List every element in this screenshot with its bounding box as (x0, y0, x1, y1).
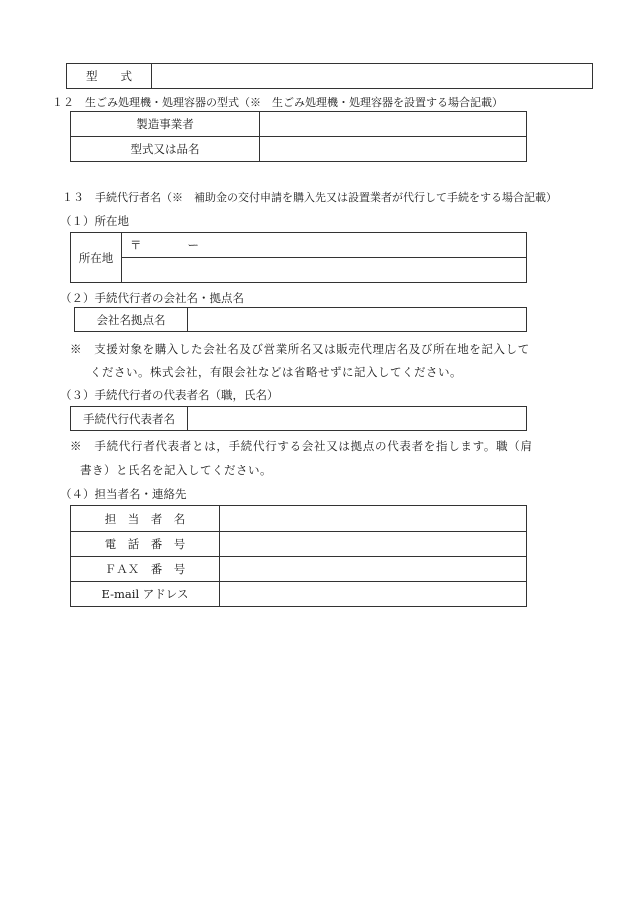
contact-table (70, 505, 527, 607)
fax-field[interactable] (220, 557, 527, 582)
product-name-field[interactable] (260, 137, 527, 162)
sub2-note-line1: ※ 支援対象を購入した会社名及び営業所名又は販売代理店名及び所在地を記入して (70, 342, 530, 356)
sub3-note-line1: ※ 手続代行者代表者とは，手続代行する会社又は拠点の代表者を指します。職（肩 (70, 439, 533, 453)
manufacturer-field[interactable] (260, 112, 527, 137)
sub3-note-line2: 書き）と氏名を記入してください。 (80, 463, 272, 477)
address-label: 所在地 (71, 233, 122, 283)
product-name-label: 型式又は品名 (71, 137, 260, 162)
manufacturer-label: 製造事業者 (71, 112, 260, 137)
sub3-title: （３）手続代行者の代表者名（職，氏名） (60, 388, 279, 402)
sub1-title: （１）所在地 (60, 214, 129, 228)
model-table (66, 63, 593, 89)
sub2-title: （２）手続代行者の会社名・拠点名 (60, 291, 244, 305)
phone-field[interactable] (220, 532, 527, 557)
company-field[interactable] (188, 308, 527, 332)
company-table (74, 307, 527, 332)
contact-person-field[interactable] (220, 506, 527, 532)
company-label: 会社名拠点名 (75, 308, 188, 332)
email-field[interactable] (220, 582, 527, 607)
sub2-note-line2: ください。株式会社，有限会社などは省略せずに記入してください。 (90, 365, 462, 379)
model-label: 型 式 (67, 64, 152, 89)
address-table (70, 232, 527, 283)
representative-label: 手続代行代表者名 (71, 407, 188, 431)
email-label: E-mail アドレス (71, 582, 220, 607)
contact-person-label: 担 当 者 名 (71, 506, 220, 532)
section13-title: １３ 手続代行者名（※ 補助金の交付申請を購入先又は設置業者が代行して手続をする場合記載） (62, 191, 557, 204)
fax-label: ＦＡＸ 番 号 (71, 557, 220, 582)
section12-title: １２ 生ごみ処理機・処理容器の型式（※ 生ごみ処理機・処理容器を設置する場合記載） (52, 96, 503, 109)
address-field[interactable] (122, 258, 527, 283)
phone-label: 電 話 番 号 (71, 532, 220, 557)
sub4-title: （４）担当者名・連絡先 (60, 487, 187, 501)
model-field[interactable] (152, 64, 593, 89)
postal-code-field[interactable]: 〒 ー (122, 233, 527, 258)
section12-table (70, 111, 527, 162)
representative-table (70, 406, 527, 431)
representative-field[interactable] (188, 407, 527, 431)
